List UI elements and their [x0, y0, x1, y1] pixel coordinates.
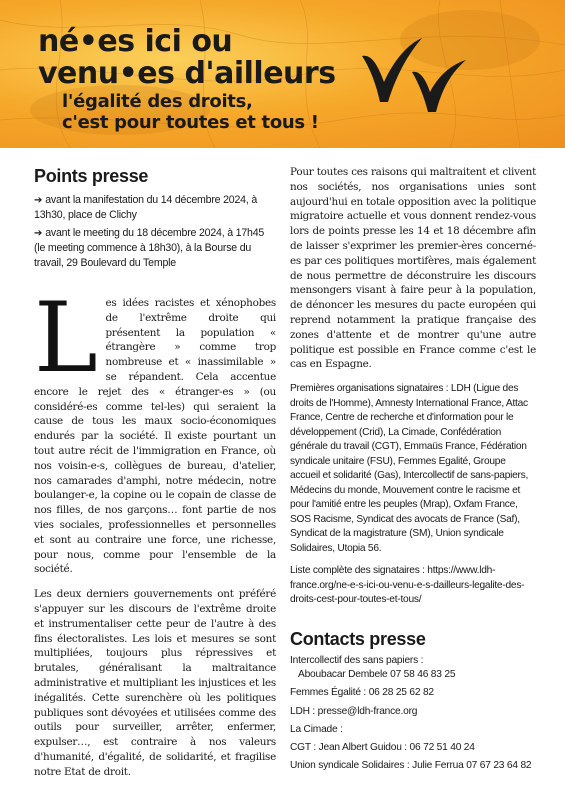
header-banner	[0, 0, 565, 148]
article-paragraph-2: Les deux derniers gouvernements ont préféré s'appuyer sur les discours de l'extrême droite et instrumentaliser cette peur de l'autre à des fins électoralistes. Les lois et mesures se sont multipliées, toujours plus répressives et brutales, généralisant la maltraitance administrative et multipliant les injustices et les inégalités. Cette surenchère où les politiques publiques sont dévoyées et utilisées comme des outils pour surveiller, arrêter, enfermer, expulser…, est contraire à nos valeurs d'humanité, d'égalité, de solidarité, et fragilise notre Etat de droit.	[34, 588, 276, 778]
signataires-list-link[interactable]: Liste complète des signataires : https://www.ldh-france.org/ne-e-s-ici-ou-venu-e-s-dailleurs-legalite-des-droits-cest-pour-toutes-et-tous/	[290, 565, 525, 606]
article-paragraph-1	[34, 282, 276, 577]
contact-solidaires: Union syndicale Solidaires : Julie Ferrua 07 67 23 64 82	[290, 760, 532, 772]
right-column	[290, 165, 536, 778]
points-presse-item-text: avant le meeting du 18 décembre 2024, à 17h45 (le meeting commence à 18h30), à la Bourse du travail, 29 Boulevard du Temple	[34, 227, 265, 269]
contact-intercollectif: Intercollectif des sans papiers :	[290, 654, 424, 666]
arrow-right-icon: ➔	[34, 195, 43, 206]
contact-cgt: CGT : Jean Albert Guidou : 06 72 51 40 24	[290, 742, 475, 754]
points-presse-title: Points presse	[34, 166, 149, 186]
drop-cap: L	[34, 282, 98, 394]
double-check-logo-icon	[360, 36, 470, 116]
arrow-right-icon: ➔	[34, 228, 43, 239]
contact-ldh[interactable]: LDH : presse@ldh-france.org	[290, 705, 418, 717]
left-column	[34, 165, 276, 780]
header-subtitle-line2: c'est pour toutes et tous !	[62, 112, 319, 133]
points-presse-item-text: avant la manifestation du 14 décembre 2024, à 13h30, place de Clichy	[34, 194, 258, 221]
contact-femmes-egalite: Femmes Égalité : 06 28 25 62 82	[290, 687, 434, 699]
header-title-line1: né•es ici ou	[38, 24, 233, 59]
contacts-presse-title: Contacts presse	[290, 628, 426, 649]
points-presse-item	[34, 193, 276, 223]
contact-cimade: La Cimade :	[290, 723, 343, 735]
contact-intercollectif-person: Aboubacar Dembele 07 58 46 83 25	[298, 668, 456, 680]
article-paragraph-3: Pour toutes ces raisons qui maltraitent et clivent nos sociétés, nos organisations unies sont aujourd'hui en totale opposition avec la politique migratoire actuelle et vous donnent rendez-vous lors de points presse les 14 et 18 décembre afin de laisser s'exprimer les premier-ères concerné-es par ces politiques mortifères, mais également de nous permettre de déconstruire les discours mensongers visant à faire peur à la population, de dénoncer les mesures du pacte européen qui reprend notamment la pratique française des zones d'attente et de montrer qu'une autre politique est possible en France comme c'est le cas en Espagne.	[290, 166, 536, 371]
article-paragraph-1-text: es idées racistes et xénophobes de l'extrême droite qui présentent la population « étrangère » comme trop nombreuse et « inassimilable » se répandent. Cela accentue encore le rejet des « étranger-es » (ou considéré-es comme tel-les) qui seraient la cause de tous les maux socio-économiques endurés par la société. Il existe pourtant un tout autre récit de l'immigration en France, où nos voisin-e-s, collègues de bureau, d'atelier, nos camarades d'amphi, notre médecin, notre boulanger-e, la copine ou le copain de classe de nos filles, de nos garçons… font partie de nos vies sociales, professionnelles et personnelles et sont au contraire une force, une richesse, pour nous, comme pour l'ensemble de la société.	[34, 297, 276, 576]
header-subtitle-line1: l'égalité des droits,	[62, 91, 253, 112]
header-title-line2: venu•es d'ailleurs	[38, 56, 336, 91]
signataires-text: Premières organisations signataires : LDH (Ligue des droits de l'Homme), Amnesty International France, Attac France, Centre de recherche et d'information pour le développement (Crid), La Cimade, Confédération générale du travail (CGT), Emmaüs France, Fédération syndicale unitaire (FSU), Femmes Egalité, Groupe accueil et solidarité (Gas), Intercollectif de sans-papiers, Médecins du monde, Mouvement contre le racisme et pour l'amitié entre les peuples (Mrap), Oxfam France, SOS Racisme, Syndicat des avocats de France (Saf), Syndicat de la magistrature (SM), Union syndicale Solidaires, Utopia 56.	[290, 383, 529, 554]
points-presse-item	[34, 226, 276, 271]
